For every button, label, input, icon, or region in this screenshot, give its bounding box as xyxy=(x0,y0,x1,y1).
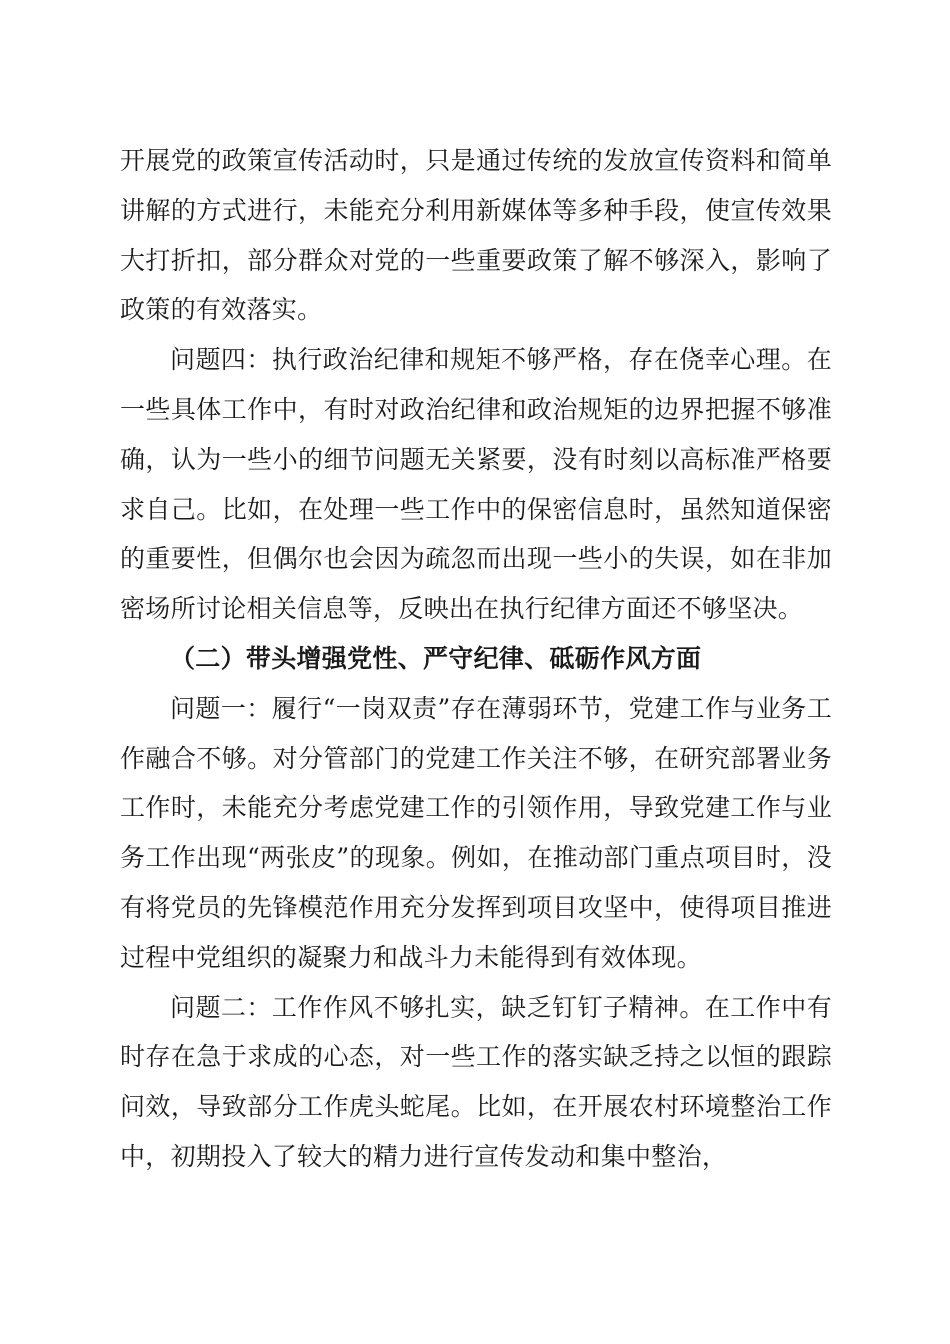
document-page xyxy=(120,136,832,1182)
paragraph-continuation: 开展党的政策宣传活动时，只是通过传统的发放宣传资料和简单讲解的方式进行，未能充分利用新媒体等多种手段，使宣传效果大打折扣，部分群众对党的一些重要政策了解不够深入，影响了政策的有效落实。 xyxy=(120,146,832,325)
paragraph-problem-two: 问题二：工作作风不够扎实，缺乏钉钉子精神。在工作中有时存在急于求成的心态，对一些工作的落实缺乏持之以恒的跟踪问效，导致部分工作虎头蛇尾。比如，在开展农村环境整治工作中，初期投入了较大的精力进行宣传发动和集中整治， xyxy=(120,992,832,1171)
paragraph-problem-one: 问题一：履行“一岗双责”存在薄弱环节，党建工作与业务工作融合不够。对分管部门的党建工作关注不够，在研究部署业务工作时，未能充分考虑党建工作的引领作用，导致党建工作与业务工作出现“两张皮”的现象。例如，在推动部门重点项目时，没有将党员的先锋模范作用充分发挥到项目攻坚中，使得项目推进过程中党组织的凝聚力和战斗力未能得到有效体现。 xyxy=(120,693,832,972)
paragraph-problem-four: 问题四：执行政治纪律和规矩不够严格，存在侥幸心理。在一些具体工作中，有时对政治纪律和政治规矩的边界把握不够准确，认为一些小的细节问题无关紧要，没有时刻以高标准严格要求自己。比如，在处理一些工作中的保密信息时，虽然知道保密的重要性，但偶尔也会因为疏忽而出现一些小的失误，如在非加密场所讨论相关信息等，反映出在执行纪律方面还不够坚决。 xyxy=(120,345,832,624)
section-heading: （二）带头增强党性、严守纪律、砥砺作风方面 xyxy=(170,643,702,673)
